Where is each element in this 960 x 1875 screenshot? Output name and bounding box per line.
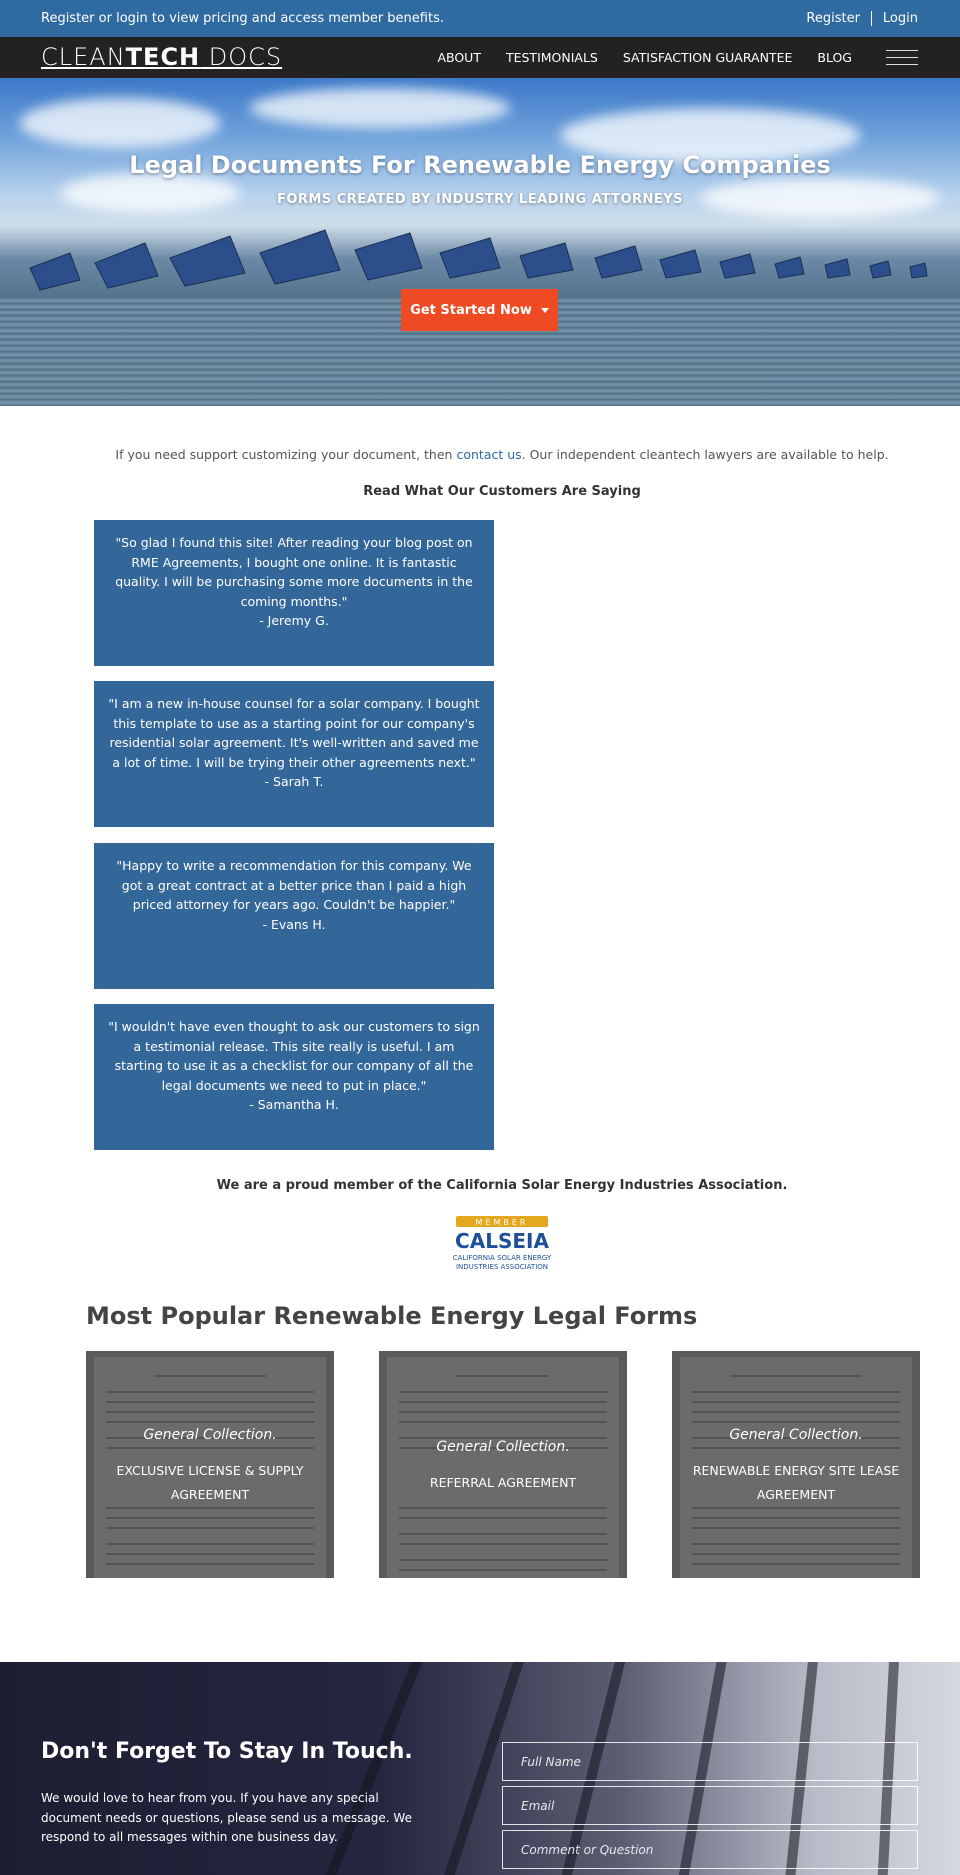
testimonials-heading: Read What Our Customers Are Saying (363, 484, 641, 499)
membership-text: We are a proud member of the California Solar Energy Industries Association. (216, 1178, 788, 1193)
solar-panels-image (0, 228, 960, 298)
support-after: . Our independent cleantech lawyers are available to help. (521, 447, 889, 462)
form-card[interactable] (86, 1351, 334, 1578)
logo-member-text: MEMBER (475, 1218, 529, 1227)
form-card[interactable] (379, 1351, 627, 1578)
form-title: REFERRAL AGREEMENT (429, 1475, 577, 1490)
auth-links (806, 11, 918, 26)
logo-main-text: CALSEIA (455, 1229, 549, 1253)
forms-heading: Most Popular Renewable Energy Legal Forms (86, 1302, 698, 1330)
support-text (0, 447, 960, 462)
nav-satisfaction-guarantee[interactable]: SATISFACTION GUARANTEE (622, 50, 793, 65)
get-started-label: Get Started Now (410, 302, 532, 318)
testimonial-quote: "I wouldn't have even thought to ask our customers to sign a testimonial release. This site really is useful. I am starting to use it as a checklist for our company of all the legal documents we need to put in place." (108, 1019, 480, 1093)
main-nav (0, 37, 960, 78)
nav-links (412, 50, 852, 65)
nav-about[interactable]: ABOUT (437, 50, 481, 65)
testimonial-author: - Jeremy G. (259, 613, 329, 628)
hero-banner (0, 78, 960, 406)
logo-sub2-text: INDUSTRIES ASSOCIATION (455, 1263, 549, 1271)
form-title: EXCLUSIVE LICENSE & SUPPLY AGREEMENT (116, 1463, 304, 1502)
testimonial-card (94, 843, 494, 989)
menu-icon[interactable] (886, 50, 918, 66)
get-started-button[interactable] (401, 289, 558, 331)
email-input[interactable] (502, 1786, 918, 1825)
contact-section (0, 1662, 960, 1875)
testimonial-author: - Samantha H. (249, 1097, 339, 1112)
nav-testimonials[interactable]: TESTIMONIALS (505, 50, 598, 65)
form-collection: General Collection. (436, 1439, 570, 1455)
logo-tail: DOCS (200, 43, 283, 71)
login-link[interactable]: Login (882, 11, 918, 26)
testimonial-card (94, 520, 494, 666)
form-collection: General Collection. (729, 1427, 863, 1443)
nav-blog[interactable]: BLOG (817, 50, 852, 65)
testimonial-quote: "Happy to write a recommendation for this company. We got a great contract at a better price than I paid a high priced attorney for years ago. Couldn't be happier." (116, 858, 472, 912)
testimonial-author: - Evans H. (262, 916, 326, 932)
divider (871, 11, 872, 26)
testimonial-card (94, 681, 494, 827)
testimonial-quote: "I am a new in-house counsel for a solar company. I bought this template to use as a starting point for our company's residential solar agreement. It's well-written and saved me a lot of time. I will be trying their other agreements next." (108, 696, 480, 770)
calseia-logo (442, 1213, 562, 1275)
logo-light: CLEAN (41, 43, 126, 71)
contact-us-link[interactable]: contact us (456, 447, 522, 462)
logo-sub1-text: CALIFORNIA SOLAR ENERGY (452, 1254, 552, 1262)
member-message: Register or login to view pricing and access member benefits. (41, 11, 444, 26)
form-collection: General Collection. (143, 1427, 277, 1443)
top-bar (0, 0, 960, 37)
register-link[interactable]: Register (806, 11, 860, 26)
testimonial-quote: "So glad I found this site! After reading your blog post on RME Agreements, I bought one online. It is fantastic quality. I will be purchasing some more documents in the coming months." (115, 535, 473, 609)
support-before: If you need support customizing your document, then (115, 447, 457, 462)
testimonial-card (94, 1004, 494, 1150)
comment-input[interactable] (502, 1830, 918, 1869)
hero-subtitle: FORMS CREATED BY INDUSTRY LEADING ATTORNEYS (276, 192, 684, 207)
form-card[interactable] (672, 1351, 920, 1578)
testimonial-author: - Sarah T. (264, 774, 324, 789)
site-logo[interactable] (41, 43, 282, 71)
document-preview (387, 1357, 619, 1578)
form-title: RENEWABLE ENERGY SITE LEASE AGREEMENT (692, 1463, 900, 1502)
contact-text: We would love to hear from you. If you have any special document needs or questions, please send us a message. We respond to all messages within one business day. (41, 1791, 412, 1844)
contact-heading: Don't Forget To Stay In Touch. (41, 1739, 413, 1764)
hero-title: Legal Documents For Renewable Energy Companies (129, 151, 831, 179)
logo-bold: TECH (125, 43, 201, 71)
caret-down-icon (541, 308, 549, 313)
full-name-input[interactable] (502, 1742, 918, 1781)
